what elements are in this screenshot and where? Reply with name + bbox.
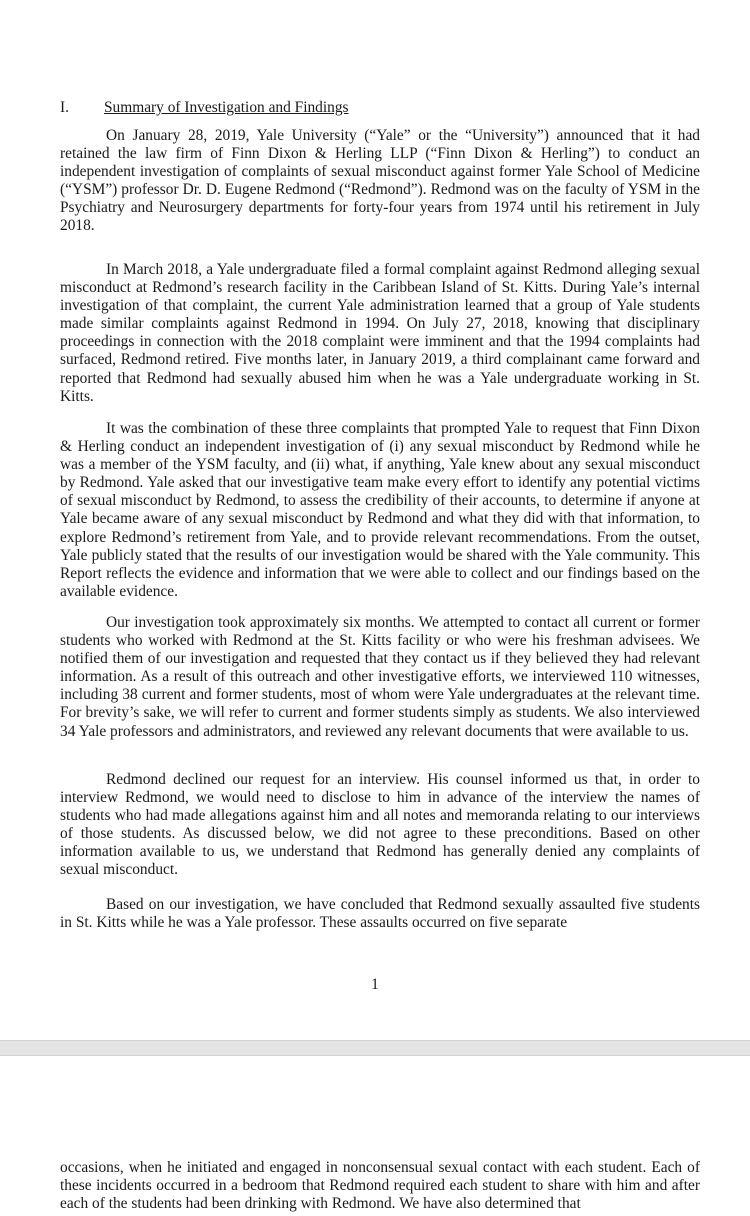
paragraph-announcement: On January 28, 2019, Yale University (“Yale” or the “University”) announced that it had retained the law firm of Finn Dixon & Herling LLP (“Finn Dixon & Herling”) to conduct an independent investigation of complaints of sexual misconduct against former Yale School of Medicine (“YSM”) professor Dr. D. Eugene Redmond (“Redmond”). Redmond was on the faculty of YSM in the Psychiatry and Neurosurgery departments for forty-four years from 1974 until his retirement in July 2018. [60,127,700,235]
paragraph-investigation-scope: It was the combination of these three complaints that prompted Yale to request that Finn Dixon & Herling conduct an independent investigation of (i) any sexual misconduct by Redmond while he was a member of the YSM faculty, and (ii) what, if anything, Yale knew about any sexual misconduct by Redmond. Yale asked that our investigative team make every effort to identify any potential victims of sexual misconduct by Redmond, to assess the credibility of their accounts, to determine if anyone at Yale became aware of any sexual misconduct by Redmond and what they did with that information, to explore Redmond’s retirement from Yale, and to provide relevant recommendations. From the outset, Yale publicly stated that the results of our investigation would be shared with the Yale community. This Report reflects the evidence and information that we were able to collect and our findings based on the available evidence. [60,420,700,600]
paragraph-continuation: occasions, when he initiated and engaged in nonconsensual sexual contact with each student. Each of these incidents occurred in a bedroom that Redmond required each student to share with him and after each of the students had been drinking with Redmond. We have also determined that [60,1159,700,1213]
section-number: I. [60,99,69,116]
paragraph-march-2018-complaint: In March 2018, a Yale undergraduate filed a formal complaint against Redmond alleging sexual misconduct at Redmond’s research facility in the Caribbean Island of St. Kitts. During Yale’s internal investigation of that complaint, the current Yale administration learned that a group of Yale students made similar complaints against Redmond in 1994. On July 27, 2018, knowing that disciplinary proceedings in connection with the 2018 complaint were imminent and that the 1994 complaints had surfaced, Redmond retired. Five months later, in January 2019, a third complainant came forward and reported that Redmond had sexually abused him when he was a Yale undergraduate working in St. Kitts. [60,261,700,405]
section-title: Summary of Investigation and Findings [104,99,349,116]
page-number: 1 [371,976,379,993]
page-divider [0,1040,750,1056]
paragraph-investigation-process: Our investigation took approximately six months. We attempted to contact all current or former students who worked with Redmond at the St. Kitts facility or who were his freshman advisees. We notified them of our investigation and requested that they contact us if they believed they had relevant information. As a result of this outreach and other investigative efforts, we interviewed 110 witnesses, including 38 current and former students, most of whom were Yale undergraduates at the relevant time. For brevity’s sake, we will refer to current and former students simply as students. We also interviewed 34 Yale professors and administrators, and reviewed any relevant documents that were available to us. [60,614,700,740]
document-page-2 [0,1056,750,1216]
section-heading [60,99,349,117]
paragraph-conclusion: Based on our investigation, we have concluded that Redmond sexually assaulted five students in St. Kitts while he was a Yale professor. These assaults occurred on five separate [60,896,700,932]
paragraph-redmond-declined: Redmond declined our request for an interview. His counsel informed us that, in order to interview Redmond, we would need to disclose to him in advance of the interview the names of students who had made allegations against him and all notes and memoranda relating to our interviews of those students. As discussed below, we did not agree to these preconditions. Based on other information available to us, we understand that Redmond has generally denied any complaints of sexual misconduct. [60,771,700,879]
